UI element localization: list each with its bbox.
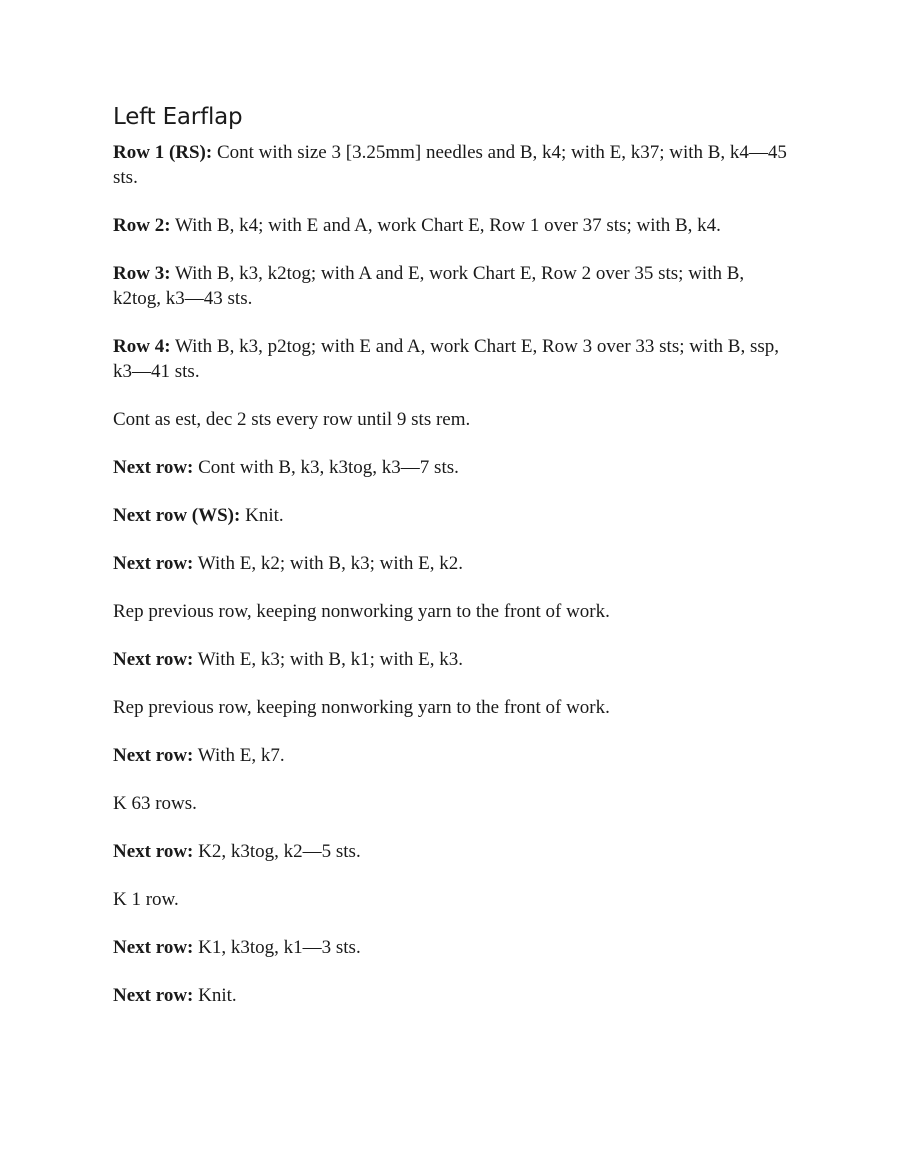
instruction-row-4 [113,334,793,384]
row-text: Knit. [240,505,284,526]
instruction-next-row [113,983,793,1008]
row-text: With B, k4; with E and A, work Chart E, Row 1 over 37 sts; with B, k4. [170,215,721,236]
instruction-next-row [113,935,793,960]
row-text: Rep previous row, keeping nonworking yarn to the front of work. [113,697,610,718]
instruction-next-row [113,551,793,576]
row-text: K 63 rows. [113,793,197,814]
row-text: With E, k7. [193,745,285,766]
instruction-next-row [113,647,793,672]
row-text: K2, k3tog, k2—5 sts. [193,841,361,862]
row-label: Next row: [113,745,194,766]
instruction-next-row-ws [113,503,793,528]
instruction-knit-row [113,887,793,912]
row-text: Rep previous row, keeping nonworking yarn to the front of work. [113,601,610,622]
row-label: Next row: [113,841,194,862]
row-text: Knit. [193,985,237,1006]
instruction-next-row [113,455,793,480]
row-label: Next row: [113,937,194,958]
row-text: With E, k2; with B, k3; with E, k2. [193,553,464,574]
row-text: With E, k3; with B, k1; with E, k3. [193,649,464,670]
row-label: Next row (WS): [113,505,241,526]
section-heading: Left Earflap [113,104,243,130]
row-text: Cont as est, dec 2 sts every row until 9 sts rem. [113,409,471,430]
instruction-knit-rows [113,791,793,816]
instruction-row-3 [113,261,793,311]
row-text: With B, k3, p2tog; with E and A, work Chart E, Row 3 over 33 sts; with B, ssp, k3—41 sts. [113,336,779,382]
row-label: Next row: [113,649,194,670]
row-label: Next row: [113,457,194,478]
row-label: Next row: [113,553,194,574]
row-label: Row 2: [113,215,171,236]
row-label: Row 1 (RS): [113,142,213,163]
document-page [113,100,793,1031]
row-text: K 1 row. [113,889,179,910]
instruction-row-1 [113,140,793,190]
row-label: Next row: [113,985,194,1006]
instruction-next-row [113,839,793,864]
row-label: Row 4: [113,336,171,357]
instruction-repeat [113,695,793,720]
instruction-continue [113,407,793,432]
row-label: Row 3: [113,263,171,284]
instruction-next-row [113,743,793,768]
instruction-row-2 [113,213,793,238]
row-text: K1, k3tog, k1—3 sts. [193,937,361,958]
instruction-repeat [113,599,793,624]
row-text: Cont with B, k3, k3tog, k3—7 sts. [193,457,459,478]
row-text: Cont with size 3 [3.25mm] needles and B, k4; with E, k37; with B, k4—45 sts. [113,142,787,188]
row-text: With B, k3, k2tog; with A and E, work Chart E, Row 2 over 35 sts; with B, k2tog, k3—43 sts. [113,263,745,309]
